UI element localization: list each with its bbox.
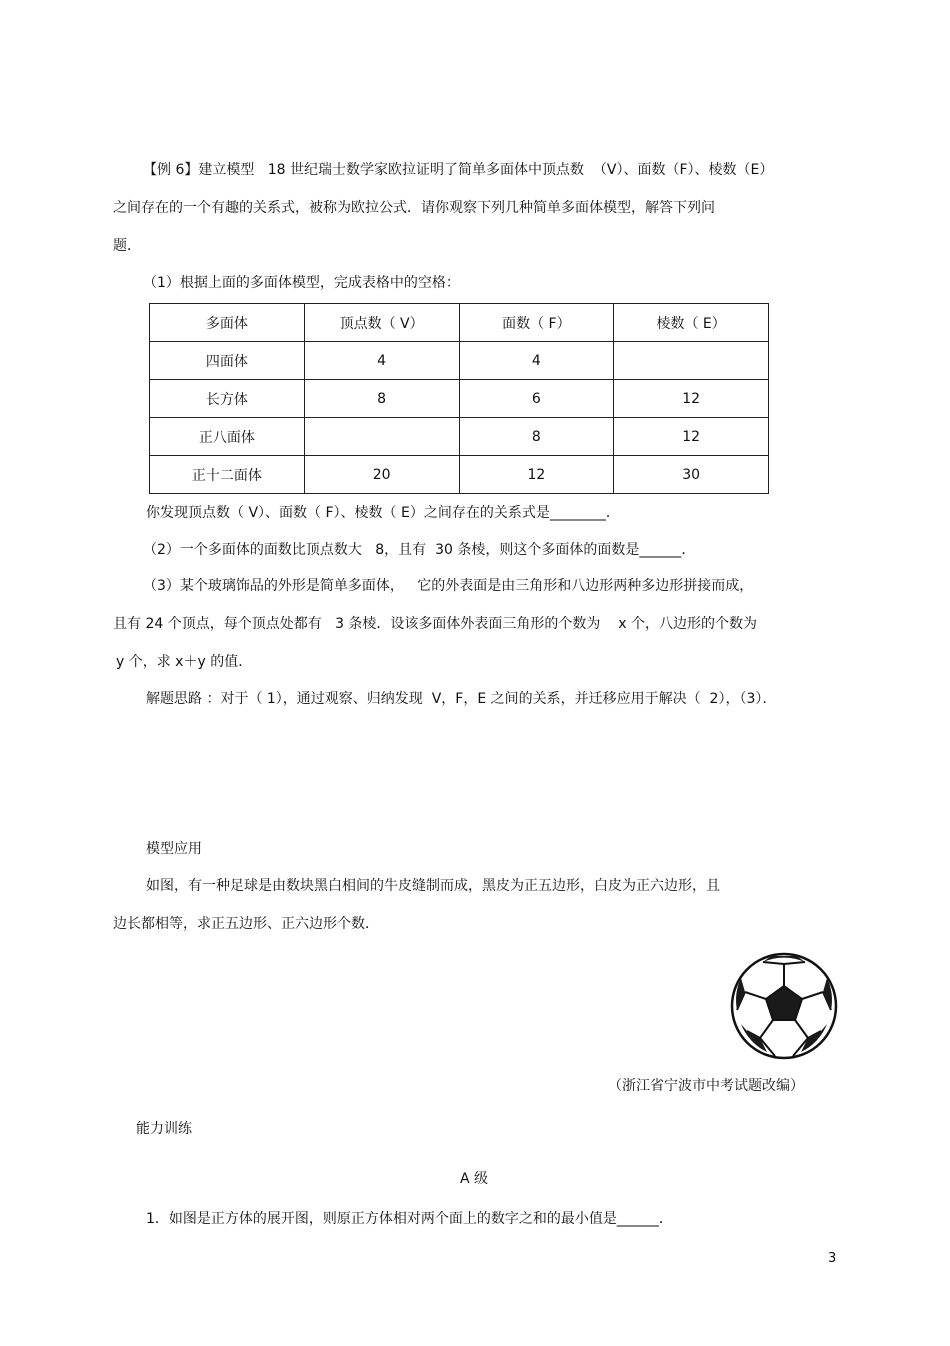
question-3-line-2: 且有 24 个顶点，每个顶点处都有 3 条棱．设该多面体外表面三角形的个数为 x 个，八边形的个数为 [113,616,757,632]
table-row [150,380,769,418]
table-cell: 四面体 [150,342,305,380]
table-header-row [150,304,769,342]
table-cell: 4 [304,342,459,380]
table-cell: 8 [459,418,614,456]
table-cell [304,418,459,456]
table-row [150,342,769,380]
example-line-2: 之间存在的一个有趣的关系式，被称为欧拉公式．请你观察下列几种简单多面体模型，解答下列问 [113,200,715,216]
question-3-line-3: y 个，求 x＋y 的值． [116,654,253,670]
table-cell: 4 [459,342,614,380]
table-cell: 6 [459,380,614,418]
table-header-cell: 棱数（ E） [614,304,769,342]
table-cell: 12 [614,380,769,418]
table-cell: 正十二面体 [150,456,305,494]
training-question-1: 1．如图是正方体的展开图，则原正方体相对两个面上的数字之和的最小值是______． [146,1211,673,1227]
table-cell: 20 [304,456,459,494]
question-3-line-1: （3）某个玻璃饰品的外形是简单多面体， 它的外表面是由三角形和八边形两种多边形拼接而成， [143,578,754,594]
table-cell: 长方体 [150,380,305,418]
discover-relation: 你发现顶点数（ V）、面数（ F）、棱数（ E）之间存在的关系式是________． [146,505,620,521]
solution-hint: 解题思路 ：对于（ 1），通过观察、归纳发现 V，F，E 之间的关系，并迁移应用于解决（ 2），（3）． [146,691,777,707]
source-note: （浙江省宁波市中考试题改编） [608,1078,804,1094]
table-cell [614,342,769,380]
page-number: 3 [828,1251,837,1266]
table-header-cell: 顶点数（ V） [304,304,459,342]
question-1: （1）根据上面的多面体模型，完成表格中的空格： [143,275,460,291]
table-cell: 12 [614,418,769,456]
example-line-1: 【例 6】建立模型 18 世纪瑞士数学家欧拉证明了简单多面体中顶点数 （V）、面数（F）、棱数（E） [143,162,774,178]
soccer-ball-image [729,952,839,1060]
model-line-2: 边长都相等，求正五边形、正六边形个数． [113,916,379,932]
example-line-3: 题． [113,238,141,254]
level-label: A 级 [460,1171,489,1187]
table-row [150,418,769,456]
section-title-training: 能力训练 [136,1121,192,1137]
table-cell: 8 [304,380,459,418]
polyhedron-table [149,303,769,494]
question-2: （2）一个多面体的面数比顶点数大 8，且有 30 条棱，则这个多面体的面数是______． [143,542,696,558]
table-row [150,456,769,494]
section-title-model: 模型应用 [146,841,202,857]
model-line-1: 如图，有一种足球是由数块黑白相间的牛皮缝制而成，黑皮为正五边形，白皮为正六边形，且 [146,878,720,894]
table-cell: 正八面体 [150,418,305,456]
table-header-cell: 多面体 [150,304,305,342]
table-cell: 30 [614,456,769,494]
table-header-cell: 面数（ F） [459,304,614,342]
table-cell: 12 [459,456,614,494]
